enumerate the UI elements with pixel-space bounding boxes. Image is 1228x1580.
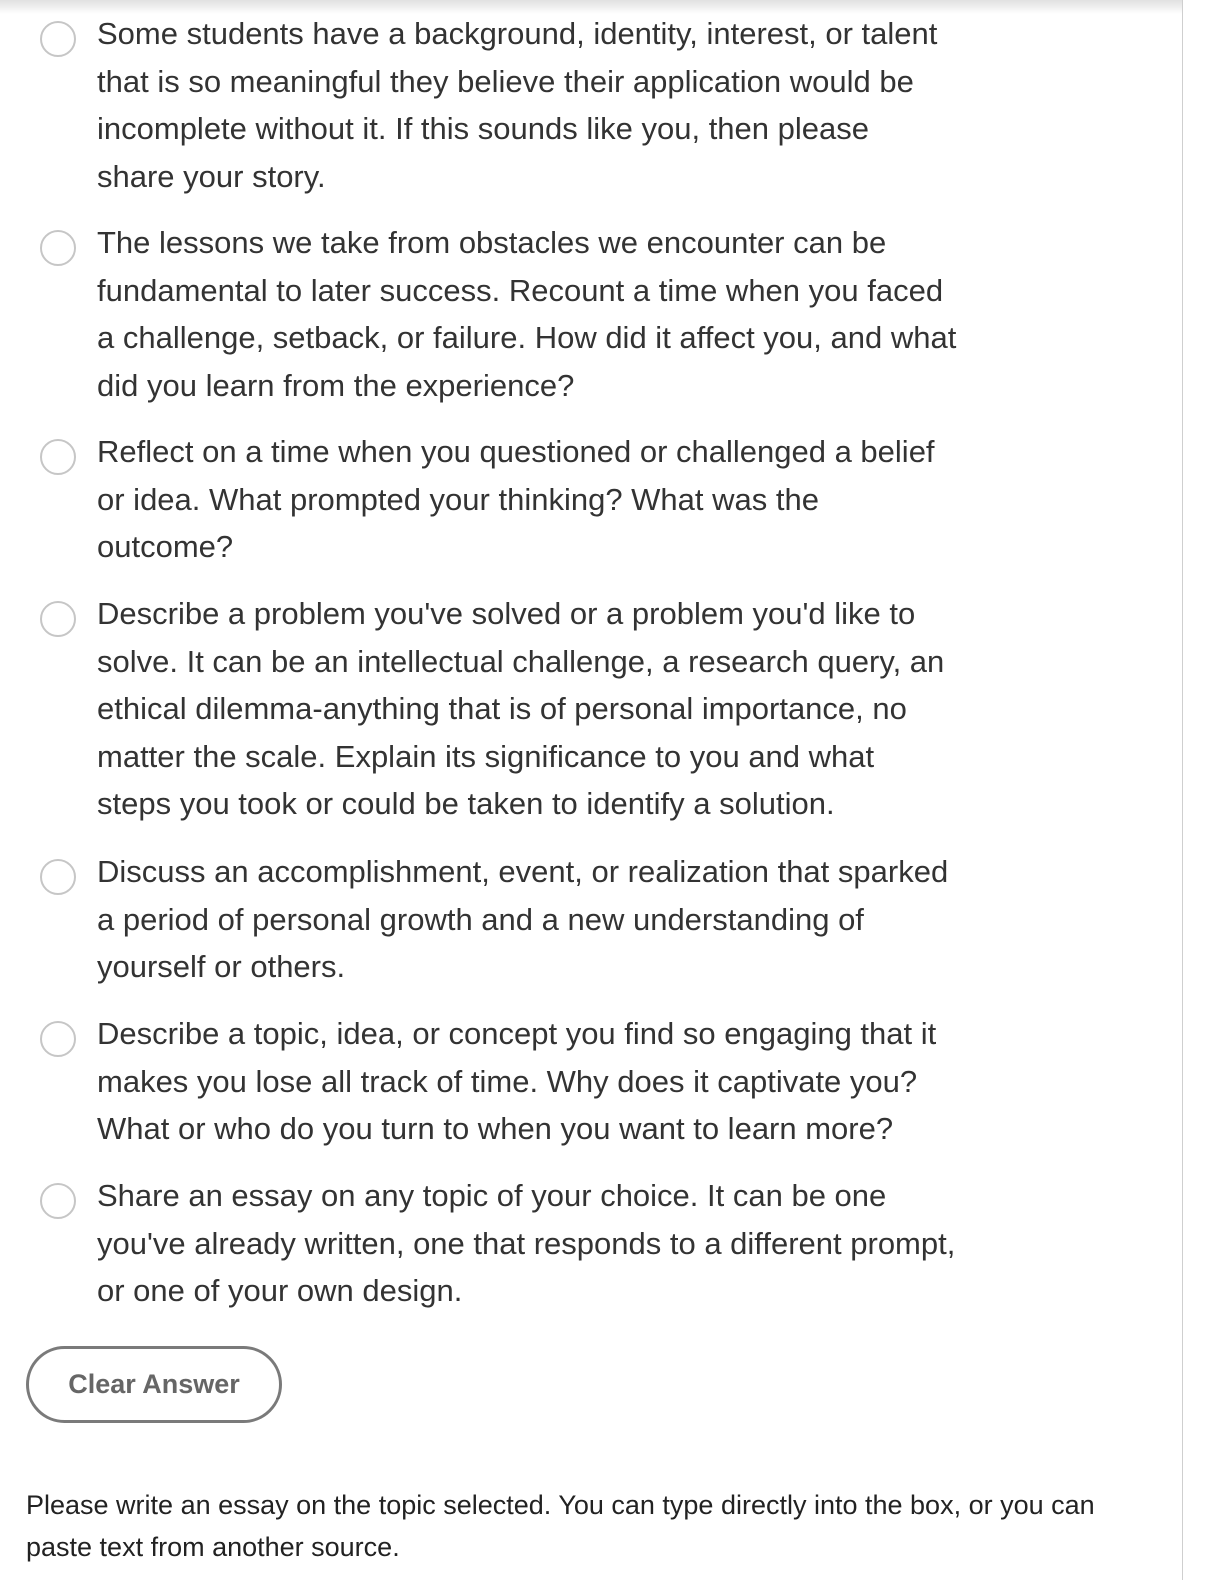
prompt-option-label	[97, 1172, 997, 1315]
prompt-line: Some students have a background, identity, interest, or talent	[97, 16, 938, 51]
radio-button[interactable]	[40, 601, 76, 637]
prompt-line: The lessons we take from obstacles we encounter can be	[97, 225, 887, 260]
prompt-line: did you learn from the experience?	[97, 367, 575, 403]
radio-button[interactable]	[40, 1021, 76, 1057]
prompt-line: fundamental to later success. Recount a time when you faced	[97, 272, 944, 308]
prompt-option-label	[97, 848, 997, 991]
radio-button[interactable]	[40, 1183, 76, 1219]
essay-instruction-text	[26, 1484, 1156, 1568]
prompt-line: a challenge, setback, or failure. How did it affect you, and what	[97, 320, 957, 355]
instruction-line: paste text from another source.	[26, 1532, 400, 1562]
prompt-option-label	[97, 428, 997, 571]
prompt-line: share your story.	[97, 158, 326, 194]
prompt-line: makes you lose all track of time. Why does it captivate you?	[97, 1063, 918, 1099]
prompt-line: Discuss an accomplishment, event, or realization that sparked	[97, 854, 949, 889]
prompt-line: steps you took or could be taken to identify a solution.	[97, 786, 835, 821]
prompt-line: a period of personal growth and a new understanding of	[97, 901, 864, 937]
prompt-line: that is so meaningful they believe their application would be	[97, 63, 914, 99]
prompt-option-label	[97, 1010, 997, 1153]
prompt-line: Share an essay on any topic of your choice. It can be one	[97, 1178, 887, 1213]
prompt-line: What or who do you turn to when you want to learn more?	[97, 1111, 894, 1146]
clear-answer-button[interactable]: Clear Answer	[26, 1346, 282, 1423]
prompt-line: Describe a problem you've solved or a problem you'd like to	[97, 596, 916, 631]
prompt-option-label	[97, 10, 997, 200]
prompt-option-7[interactable]	[40, 1172, 1000, 1315]
content-right-border	[1182, 0, 1183, 1580]
prompt-line: Reflect on a time when you questioned or challenged a belief	[97, 434, 935, 469]
prompt-line: or one of your own design.	[97, 1273, 463, 1308]
prompt-line: matter the scale. Explain its significance to you and what	[97, 738, 875, 774]
prompt-option-3[interactable]	[40, 428, 1000, 571]
prompt-option-1[interactable]	[40, 10, 1000, 200]
instruction-line: Please write an essay on the topic selected. You can type directly into the box, or you can	[26, 1490, 1095, 1520]
prompt-option-4[interactable]	[40, 590, 1000, 828]
prompt-line: you've already written, one that responds to a different prompt,	[97, 1225, 956, 1261]
radio-button[interactable]	[40, 859, 76, 895]
prompt-option-6[interactable]	[40, 1010, 1000, 1153]
radio-button[interactable]	[40, 230, 76, 266]
prompt-line: Describe a topic, idea, or concept you find so engaging that it	[97, 1016, 937, 1051]
prompt-option-label	[97, 590, 997, 828]
prompt-line: or idea. What prompted your thinking? What was the	[97, 481, 819, 517]
radio-button[interactable]	[40, 439, 76, 475]
radio-button[interactable]	[40, 21, 76, 57]
prompt-line: yourself or others.	[97, 949, 346, 984]
prompt-line: ethical dilemma-anything that is of personal importance, no	[97, 691, 907, 726]
prompt-option-2[interactable]	[40, 219, 1000, 409]
prompt-option-label	[97, 219, 997, 409]
prompt-line: outcome?	[97, 529, 234, 564]
prompt-line: incomplete without it. If this sounds like you, then please	[97, 111, 869, 146]
prompt-line: solve. It can be an intellectual challenge, a research query, an	[97, 643, 945, 679]
prompt-option-5[interactable]	[40, 848, 1000, 991]
